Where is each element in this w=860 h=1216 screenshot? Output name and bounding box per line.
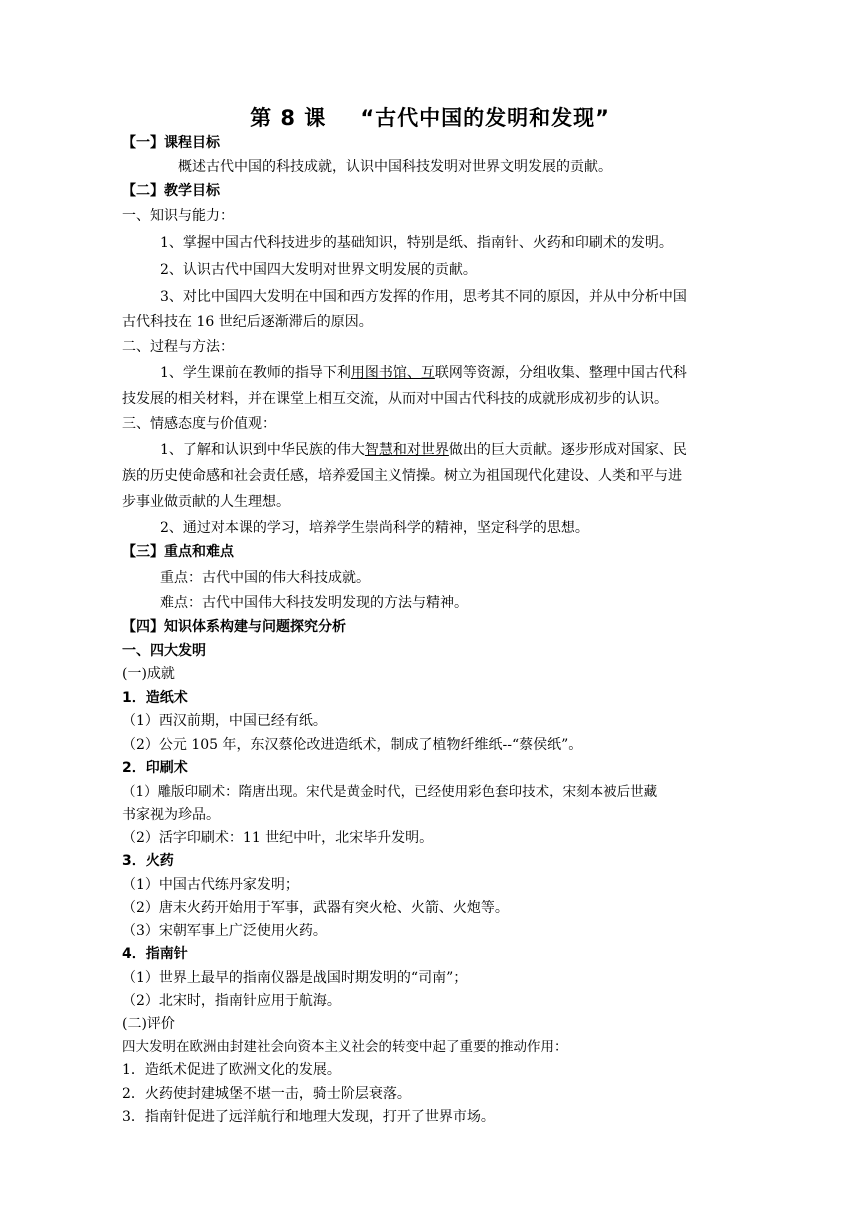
list-item: （1）雕版印刷术：隋唐出现。宋代是黄金时代，已经使用彩色套印技术，宋刻本被后世藏 xyxy=(122,784,658,800)
paragraph: 古代科技在 16 世纪后逐渐滞后的原因。 xyxy=(122,314,373,330)
list-item: （3）宋朝军事上广泛使用火药。 xyxy=(122,923,327,939)
paragraph: 1、掌握中国古代科技进步的基础知识，特别是纸、指南针、火药和印刷术的发明。 xyxy=(160,235,673,251)
subheading: 一、知识与能力： xyxy=(122,208,234,224)
paragraph: 四大发明在欧洲由封建社会向资本主义社会的转变中起了重要的推动作用： xyxy=(122,1039,568,1055)
section-heading-course-goal: 【一】课程目标 xyxy=(122,135,220,151)
list-item: 3．指南针促进了远洋航行和地理大发现，打开了世界市场。 xyxy=(122,1109,495,1125)
list-item: （2）唐末火药开始用于军事，武器有突火枪、火箭、火炮等。 xyxy=(122,900,509,916)
list-item: 书家视为珍品。 xyxy=(122,807,220,823)
list-item: （1）世界上最早的指南仪器是战国时期发明的“司南”； xyxy=(122,970,468,986)
text: 1、学生课前在教师的指导下利 xyxy=(160,365,351,381)
subheading: 二、过程与方法： xyxy=(122,339,234,355)
text: 做出的巨大贡献。逐步形成对国家、民 xyxy=(448,442,687,458)
paragraph: 概述古代中国的科技成就，认识中国科技发明对世界文明发展的贡献。 xyxy=(178,159,612,175)
item-heading: 3．火药 xyxy=(122,853,174,869)
paragraph xyxy=(160,440,736,460)
paragraph: 2、通过对本课的学习，培养学生崇尚科学的精神，坚定科学的思想。 xyxy=(160,520,589,536)
text: 联网等资源，分组收集、整理中国古代科 xyxy=(434,365,687,381)
text: 1、了解和认识到中华民族的伟大 xyxy=(160,442,365,458)
section-heading-knowledge: 【四】知识体系构建与问题探究分析 xyxy=(122,619,346,635)
underlined-text: 用图书馆、互 xyxy=(350,365,435,381)
lesson-number: 第 8 课 xyxy=(250,106,327,130)
lesson-name: “古代中国的发明和发现” xyxy=(360,106,610,130)
list-item: 2．火药使封建城堡不堪一击，骑士阶层衰落。 xyxy=(122,1086,411,1102)
list-item: （2）北宋时，指南针应用于航海。 xyxy=(122,993,341,1009)
item-heading: 4．指南针 xyxy=(122,946,188,962)
paragraph: 重点：古代中国的伟大科技成就。 xyxy=(160,570,370,586)
paragraph: 族的历史使命感和社会责任感，培养爱国主义情操。树立为祖国现代化建设、人类和平与进 xyxy=(122,468,682,484)
paragraph: 步事业做贡献的人生理想。 xyxy=(122,494,290,510)
underlined-text: 智慧和对世界 xyxy=(364,442,449,458)
list-item: 1．造纸术促进了欧洲文化的发展。 xyxy=(122,1062,341,1078)
paragraph: 技发展的相关材料，并在课堂上相互交流，从而对中国古代科技的成就形成初步的认识。 xyxy=(122,391,668,407)
subheading: (二)评价 xyxy=(122,1016,175,1032)
list-item: （1）西汉前期，中国已经有纸。 xyxy=(122,713,327,729)
list-item: （2）公元 105 年，东汉蔡伦改进造纸术，制成了植物纤维纸--“蔡侯纸”。 xyxy=(122,737,583,753)
section-heading-teaching-goal: 【二】教学目标 xyxy=(122,183,220,199)
section-heading-key-points: 【三】重点和难点 xyxy=(122,544,234,560)
paragraph: 3、对比中国四大发明在中国和西方发挥的作用，思考其不同的原因，并从中分析中国 xyxy=(160,289,687,305)
paragraph xyxy=(160,363,736,383)
item-heading: 1．造纸术 xyxy=(122,690,188,706)
list-item: （1）中国古代练丹家发明； xyxy=(122,877,299,893)
paragraph: 难点：古代中国伟大科技发明发现的方法与精神。 xyxy=(160,595,468,611)
subheading: 三、情感态度与价值观： xyxy=(122,416,276,432)
paragraph: 2、认识古代中国四大发明对世界文明发展的贡献。 xyxy=(160,262,477,278)
item-heading: 2．印刷术 xyxy=(122,760,188,776)
subheading: (一)成就 xyxy=(122,666,175,682)
subheading-four-inventions: 一、四大发明 xyxy=(122,643,206,659)
page-title xyxy=(0,102,860,132)
list-item: （2）活字印刷术：11 世纪中叶，北宋毕升发明。 xyxy=(122,830,434,846)
